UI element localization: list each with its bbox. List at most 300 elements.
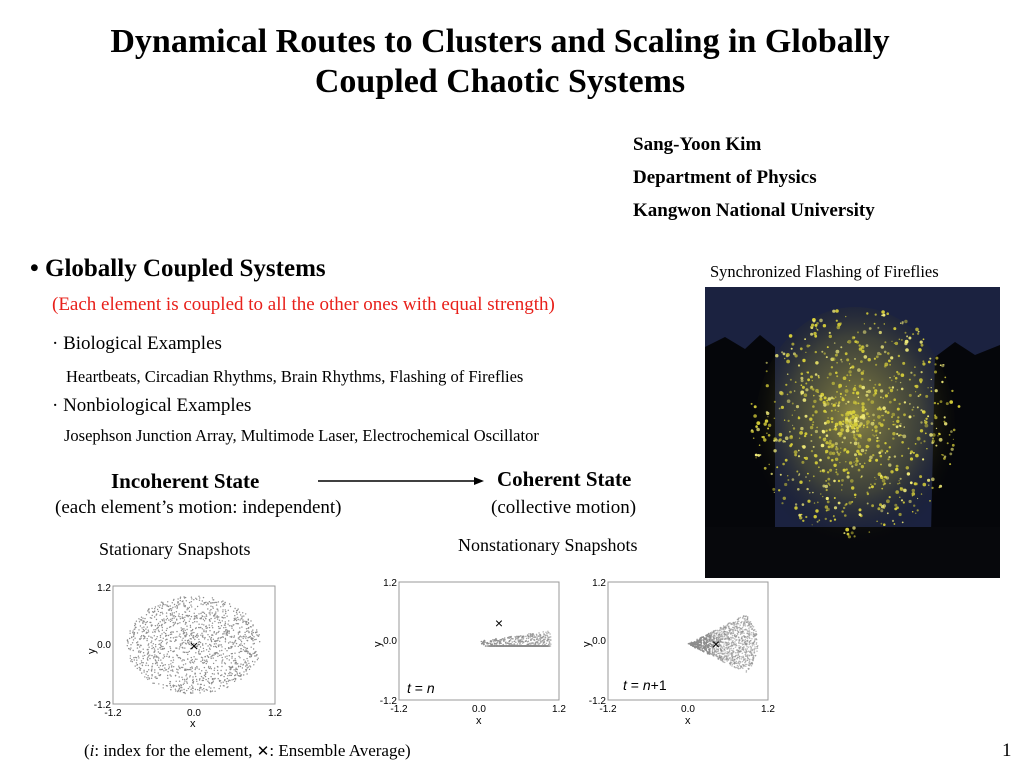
scatter-point xyxy=(184,635,185,636)
scatter-point xyxy=(232,673,233,674)
scatter-point xyxy=(190,618,191,619)
scatter-point xyxy=(861,449,865,453)
scatter-point xyxy=(753,655,755,657)
scatter-point xyxy=(931,379,932,380)
scatter-point xyxy=(155,644,156,645)
scatter-point xyxy=(868,358,871,361)
scatter-point xyxy=(912,511,914,513)
scatter-point xyxy=(742,668,744,670)
scatter-point xyxy=(203,612,204,613)
scatter-point xyxy=(153,657,154,658)
scatter-point xyxy=(550,645,552,647)
scatter-point xyxy=(917,406,919,408)
scatter-point xyxy=(829,373,832,376)
scatter-point xyxy=(726,653,728,655)
scatter-point xyxy=(243,671,244,672)
scatter-point xyxy=(215,634,216,635)
scatter-point xyxy=(201,651,202,652)
scatter-point xyxy=(548,632,550,634)
scatter-point xyxy=(791,348,793,350)
scatter-point xyxy=(199,678,200,679)
scatter-point xyxy=(825,452,827,454)
scatter-point xyxy=(874,384,876,386)
scatter-point xyxy=(238,637,239,638)
scatter-point xyxy=(246,650,247,651)
scatter-point xyxy=(160,621,161,622)
dot-bullet: · xyxy=(52,395,59,416)
scatter-point xyxy=(936,428,937,429)
scatter-point xyxy=(753,414,757,418)
scatter-point xyxy=(517,639,519,641)
scatter-point xyxy=(745,625,747,627)
page-title xyxy=(0,22,1000,102)
scatter-point xyxy=(190,689,191,690)
scatter-point xyxy=(820,470,822,472)
scatter-point xyxy=(838,401,840,403)
scatter-point xyxy=(835,471,837,473)
scatter-point xyxy=(232,642,233,643)
scatter-point xyxy=(785,384,787,386)
scatter-point xyxy=(749,623,751,625)
scatter-point xyxy=(952,444,955,447)
scatter-point xyxy=(231,657,232,658)
scatter-point xyxy=(206,630,207,631)
scatter-point xyxy=(756,428,760,432)
scatter-point xyxy=(841,414,843,416)
scatter-point xyxy=(227,635,228,636)
scatter-point xyxy=(726,624,728,626)
scatter-point xyxy=(744,662,746,664)
scatter-point xyxy=(186,622,187,623)
scatter-point xyxy=(726,660,728,662)
scatter-point xyxy=(825,441,828,444)
scatter-point xyxy=(870,484,871,485)
scatter-point xyxy=(239,652,240,653)
scatter-point xyxy=(861,346,863,348)
scatter-point xyxy=(901,455,903,457)
scatter-point xyxy=(801,384,803,386)
scatter-point xyxy=(889,387,891,389)
scatter-point xyxy=(831,418,833,420)
scatter-point xyxy=(212,634,213,635)
scatter-point xyxy=(176,669,177,670)
scatter-point xyxy=(187,616,188,617)
scatter-point xyxy=(215,654,216,655)
scatter-point xyxy=(815,373,818,376)
scatter-point xyxy=(170,663,171,664)
scatter-point xyxy=(214,614,215,615)
scatter-point xyxy=(877,415,881,419)
scatter-point xyxy=(836,350,840,354)
scatter-point xyxy=(173,685,174,686)
scatter-point xyxy=(209,612,210,613)
scatter-point xyxy=(167,671,168,672)
scatter-point xyxy=(190,627,191,628)
scatter-point xyxy=(163,618,164,619)
scatter-point xyxy=(163,638,164,639)
scatter-point xyxy=(149,622,150,623)
scatter-point xyxy=(160,645,161,646)
scatter-point xyxy=(894,504,897,507)
scatter-point xyxy=(182,638,183,639)
scatter-point xyxy=(697,643,699,645)
scatter-point xyxy=(159,607,160,608)
scatter-point xyxy=(734,635,736,637)
scatter-point xyxy=(221,644,222,645)
scatter-point xyxy=(703,651,705,653)
scatter-point xyxy=(817,329,819,331)
scatter-point xyxy=(550,639,552,641)
scatter-point xyxy=(162,605,163,606)
scatter-point xyxy=(151,608,152,609)
scatter-point xyxy=(175,616,176,617)
scatter-point xyxy=(847,472,850,475)
scatter-point xyxy=(169,610,170,611)
scatter-point xyxy=(884,341,886,343)
scatter-point xyxy=(156,638,157,639)
scatter-point xyxy=(794,454,797,457)
scatter-point xyxy=(139,668,140,669)
scatter-point xyxy=(693,642,695,644)
scatter-point xyxy=(744,620,746,622)
scatter-point xyxy=(779,438,782,441)
scatter-point xyxy=(768,424,771,427)
scatter-point xyxy=(891,341,892,342)
scatter-point xyxy=(198,613,199,614)
nonstationary-snapshots-label: Nonstationary Snapshots xyxy=(458,535,638,555)
scatter-point xyxy=(910,481,913,484)
scatter-point xyxy=(490,645,492,647)
scatter-point xyxy=(176,631,177,632)
scatter-point xyxy=(156,678,157,679)
scatter-point xyxy=(189,615,190,616)
scatter-point xyxy=(816,327,817,328)
scatter-point xyxy=(813,400,816,403)
scatter-point xyxy=(755,655,757,657)
scatter-point xyxy=(787,479,789,481)
scatter-point xyxy=(852,526,855,529)
scatter-point xyxy=(920,341,923,344)
scatter-point xyxy=(841,489,842,490)
scatter-point xyxy=(161,608,162,609)
scatter-point xyxy=(823,410,826,413)
scatter-point xyxy=(739,647,741,649)
scatter-point xyxy=(752,625,754,627)
scatter-point xyxy=(184,647,185,648)
ensemble-average-marker: × xyxy=(189,638,199,655)
scatter-point xyxy=(732,635,734,637)
scatter-point xyxy=(526,638,528,640)
scatter-point xyxy=(164,656,165,657)
scatter-point xyxy=(825,430,827,432)
scatter-point xyxy=(838,386,840,388)
scatter-point xyxy=(159,643,160,644)
scatter-point xyxy=(732,660,734,662)
scatter-point xyxy=(751,632,753,634)
scatter-point xyxy=(915,483,918,486)
scatter-point xyxy=(756,639,758,641)
scatter-point xyxy=(728,659,730,661)
scatter-point xyxy=(756,642,758,644)
scatter-point xyxy=(817,502,819,504)
scatter-point xyxy=(854,428,856,430)
scatter-point xyxy=(168,606,169,607)
scatter-point xyxy=(849,363,850,364)
scatter-point xyxy=(161,624,162,625)
scatter-point xyxy=(230,625,231,626)
footnote-rest: : Ensemble Average) xyxy=(269,741,411,760)
scatter-point xyxy=(199,649,200,650)
scatter-point xyxy=(142,655,143,656)
scatter-point xyxy=(224,617,225,618)
scatter-point xyxy=(201,617,202,618)
scatter-point xyxy=(180,687,181,688)
scatter-point xyxy=(708,645,710,647)
scatter-point xyxy=(739,664,741,666)
scatter-point xyxy=(905,348,909,352)
scatter-point xyxy=(723,661,725,663)
scatter-point xyxy=(740,650,742,652)
scatter-point xyxy=(160,674,161,675)
scatter-point xyxy=(872,429,874,431)
scatter-point xyxy=(856,429,859,432)
scatter-point xyxy=(221,662,222,663)
scatter-point xyxy=(214,670,215,671)
scatter-point xyxy=(792,415,793,416)
scatter-point xyxy=(723,625,725,627)
scatter-point xyxy=(237,669,238,670)
scatter-point xyxy=(755,454,758,457)
scatter-point xyxy=(174,641,175,642)
scatter-point xyxy=(835,447,838,450)
scatter-point xyxy=(206,659,207,660)
scatter-point xyxy=(221,646,222,647)
scatter-point xyxy=(244,643,245,644)
scatter-point xyxy=(903,413,906,416)
scatter-point xyxy=(835,442,838,445)
stationary-snapshots-label: Stationary Snapshots xyxy=(99,539,251,559)
scatter-point xyxy=(192,622,193,623)
scatter-point xyxy=(525,636,527,638)
scatter-point xyxy=(874,477,875,478)
scatter-point xyxy=(753,626,755,628)
scatter-point xyxy=(756,421,760,425)
scatter-point xyxy=(193,682,194,683)
scatter-point xyxy=(834,342,836,344)
scatter-point xyxy=(821,444,825,448)
footnote-index-symbol: i xyxy=(89,741,95,760)
scatter-point xyxy=(142,618,143,619)
scatter-point xyxy=(207,608,208,609)
scatter-point xyxy=(538,635,540,637)
scatter-point xyxy=(752,431,754,433)
scatter-point xyxy=(723,645,725,647)
scatter-point xyxy=(139,667,140,668)
scatter-point xyxy=(890,389,893,392)
scatter-point xyxy=(183,689,184,690)
scatter-point xyxy=(829,332,831,334)
scatter-point xyxy=(253,632,254,633)
scatter-point xyxy=(915,443,917,445)
scatter-point xyxy=(186,674,187,675)
scatter-point xyxy=(215,602,216,603)
scatter-point xyxy=(183,651,184,652)
scatter-point xyxy=(201,624,202,625)
scatter-point xyxy=(748,646,750,648)
scatter-point xyxy=(774,401,776,403)
scatter-point xyxy=(170,648,171,649)
scatter-point xyxy=(754,405,757,408)
scatter-point xyxy=(233,630,234,631)
scatter-point xyxy=(140,625,141,626)
scatter-point xyxy=(743,664,745,666)
scatter-point xyxy=(170,650,171,651)
scatter-point xyxy=(910,450,913,453)
scatter-point xyxy=(923,440,925,442)
scatter-point xyxy=(901,441,904,444)
scatter-point xyxy=(721,629,723,631)
scatter-point xyxy=(906,335,908,337)
scatter-point xyxy=(231,662,232,663)
scatter-point xyxy=(728,644,730,646)
scatter-point xyxy=(728,639,730,641)
scatter-point xyxy=(720,628,722,630)
scatter-point xyxy=(159,647,160,648)
tick-x-max: 1.2 xyxy=(268,708,282,719)
scatter-point xyxy=(754,633,756,635)
scatter-point xyxy=(883,507,885,509)
scatter-point xyxy=(216,604,217,605)
scatter-point xyxy=(831,410,833,412)
scatter-point xyxy=(221,650,222,651)
scatter-point xyxy=(224,625,225,626)
scatter-point xyxy=(861,378,864,381)
time-label-n: t = n xyxy=(407,680,435,696)
scatter-point xyxy=(848,535,851,538)
scatter-point xyxy=(229,603,230,604)
scatter-point xyxy=(799,438,800,439)
scatter-point xyxy=(244,662,245,663)
tick-y-zero: 0.0 xyxy=(592,636,606,647)
scatter-point xyxy=(191,692,192,693)
scatter-point xyxy=(876,434,878,436)
scatter-point xyxy=(753,634,755,636)
scatter-point xyxy=(741,638,743,640)
scatter-point xyxy=(197,606,198,607)
scatter-point xyxy=(951,390,953,392)
scatter-point xyxy=(792,403,794,405)
scatter-point xyxy=(842,398,845,401)
scatter-point xyxy=(247,630,248,631)
scatter-point xyxy=(904,320,907,323)
scatter-point xyxy=(232,644,233,645)
scatter-point xyxy=(211,655,212,656)
scatter-point xyxy=(209,624,210,625)
scatter-point xyxy=(157,636,158,637)
scatter-point xyxy=(127,639,128,640)
scatter-point xyxy=(192,688,193,689)
scatter-point xyxy=(858,442,860,444)
scatter-point xyxy=(753,644,755,646)
scatter-point xyxy=(194,618,195,619)
scatter-point xyxy=(523,638,525,640)
scatter-point xyxy=(801,393,803,395)
scatter-point xyxy=(218,632,219,633)
section-heading xyxy=(30,255,326,283)
scatter-point xyxy=(181,627,182,628)
scatter-point xyxy=(739,658,741,660)
scatter-point xyxy=(198,596,199,597)
scatter-point xyxy=(746,633,748,635)
scatter-point xyxy=(145,622,146,623)
scatter-point xyxy=(889,401,892,404)
scatter-point xyxy=(883,419,885,421)
scatter-point xyxy=(182,628,183,629)
scatter-point xyxy=(151,678,152,679)
scatter-point xyxy=(180,636,181,637)
scatter-point xyxy=(540,641,542,643)
tick-y-max: 1.2 xyxy=(383,578,397,589)
scatter-point xyxy=(927,479,930,482)
scatter-point xyxy=(800,347,803,350)
tick-x-zero: 0.0 xyxy=(472,704,486,715)
scatter-point xyxy=(836,451,838,453)
scatter-point xyxy=(819,436,821,438)
scatter-point xyxy=(163,632,164,633)
scatter-point xyxy=(722,653,724,655)
scatter-point xyxy=(736,649,738,651)
scatter-point xyxy=(202,660,203,661)
scatter-point xyxy=(731,665,733,667)
scatter-point xyxy=(238,623,239,624)
scatter-point xyxy=(223,627,224,628)
scatter-point xyxy=(852,392,854,394)
tick-y-zero: 0.0 xyxy=(97,640,111,651)
scatter-point xyxy=(835,309,839,313)
scatter-point xyxy=(208,666,209,667)
scatter-point xyxy=(827,478,830,481)
scatter-point xyxy=(168,657,169,658)
scatter-point xyxy=(751,659,753,661)
scatter-point xyxy=(922,360,924,362)
scatter-point xyxy=(813,332,816,335)
scatter-point xyxy=(170,675,171,676)
scatter-point xyxy=(225,613,226,614)
scatter-point xyxy=(233,642,234,643)
scatter-point xyxy=(187,654,188,655)
scatter-point xyxy=(183,632,184,633)
scatter-point xyxy=(241,636,242,637)
scatter-point xyxy=(901,499,903,501)
scatter-point xyxy=(204,662,205,663)
scatter-point xyxy=(201,670,202,671)
scatter-point xyxy=(132,642,133,643)
scatter-point xyxy=(833,429,835,431)
scatter-point xyxy=(876,460,877,461)
scatter-point xyxy=(204,675,205,676)
scatter-point xyxy=(795,354,798,357)
scatter-point xyxy=(720,645,722,647)
scatter-point xyxy=(217,640,218,641)
scatter-point xyxy=(259,634,260,635)
scatter-point xyxy=(814,502,815,503)
scatter-point xyxy=(227,630,228,631)
scatter-point xyxy=(709,650,711,652)
scatter-point xyxy=(732,656,734,658)
scatter-point xyxy=(766,384,769,387)
scatter-point xyxy=(223,617,224,618)
scatter-point xyxy=(717,630,719,632)
